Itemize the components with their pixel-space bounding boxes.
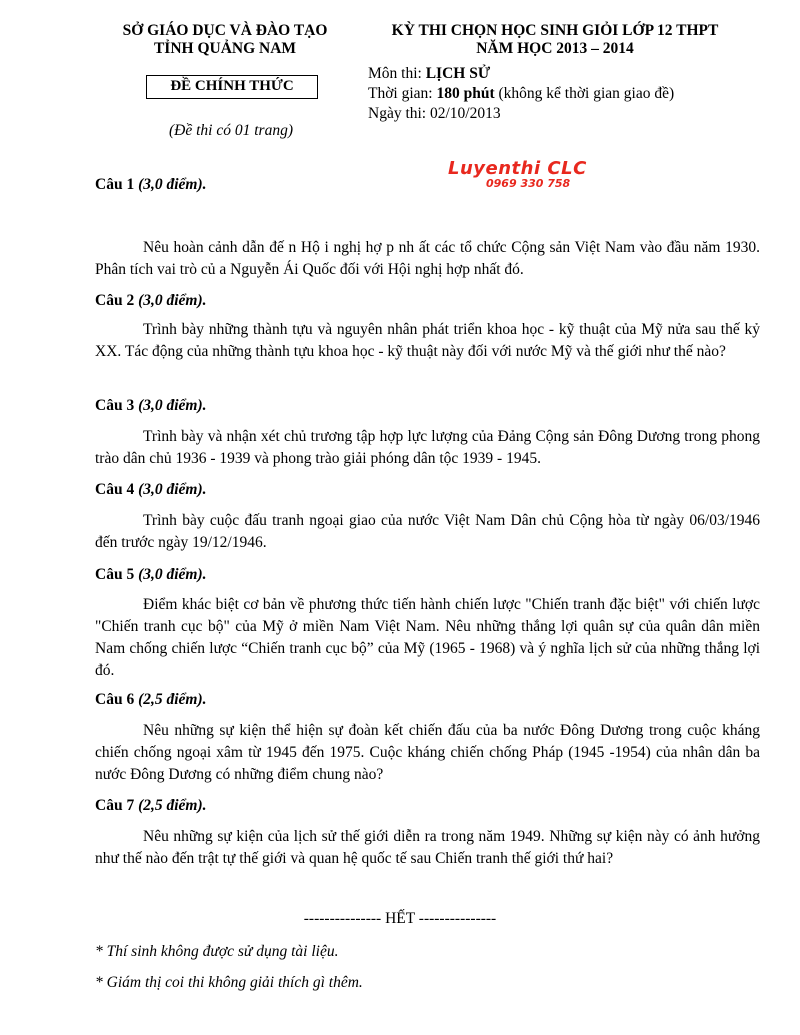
question-7-text: Nêu những sự kiện của lịch sử thế giới diễn ra trong năm 1949. Những sự kiện này có ảnh hưởng như thế nào đến trật tự thế giới và quan hệ quốc tế sau Chiến tranh thế giới thứ hai? [95, 828, 760, 867]
question-1-text: Nêu hoàn cảnh dẫn đế n Hộ i nghị hợ p nh ất các tổ chức Cộng sản Việt Nam vào đầu năm 1930. Phân tích vai trò củ a Nguyễn Ái Quốc đối với Hội nghị hợp nhất đó. [95, 239, 760, 278]
exam-meta [368, 64, 768, 124]
question-4-title: Câu 4 (3,0 điểm). [95, 481, 207, 498]
time-line [368, 84, 768, 104]
watermark-brand: Luyenthi CLC [448, 158, 587, 179]
question-2-text: Trình bày những thành tựu và nguyên nhân phát triển khoa học - kỹ thuật của Mỹ nửa sau thế kỷ XX. Tác động của những thành tựu khoa học - kỹ thuật này đối với nước Mỹ và thế giới như thế nào? [95, 321, 760, 360]
question-4-text: Trình bày cuộc đấu tranh ngoại giao của nước Việt Nam Dân chủ Cộng hòa từ ngày 06/03/1946 đến trước ngày 19/12/1946. [95, 512, 760, 551]
question-5-title: Câu 5 (3,0 điểm). [95, 566, 207, 583]
subject-line [368, 64, 768, 84]
exam-title [360, 22, 750, 58]
official-exam-label: ĐỀ CHÍNH THỨC [146, 75, 318, 99]
time-label: Thời gian: [368, 85, 437, 102]
question-2-title: Câu 2 (3,0 điểm). [95, 292, 207, 309]
question-6-title: Câu 6 (2,5 điểm). [95, 691, 207, 708]
question-7-title: Câu 7 (2,5 điểm). [95, 797, 207, 814]
date-value: 02/10/2013 [430, 105, 501, 122]
question-3-title: Câu 3 (3,0 điểm). [95, 397, 207, 414]
question-6-text: Nêu những sự kiện thể hiện sự đoàn kết chiến đấu của ba nước Đông Dương trong cuộc kháng chiến chống ngoại xâm từ 1945 đến 1975. Cuộc kháng chiến chống Pháp (1945 -1954) của nhân dân ba nước Đông Dương có những điểm chung nào? [95, 722, 760, 783]
date-label: Ngày thi: [368, 105, 430, 122]
time-value: 180 phút [436, 85, 495, 102]
org-line-1: SỞ GIÁO DỤC VÀ ĐÀO TẠO [122, 22, 328, 39]
question-3-text: Trình bày và nhận xét chủ trương tập hợp lực lượng của Đảng Cộng sản Đông Dương trong phong trào dân chủ 1936 - 1939 và phong trào giải phóng dân tộc 1939 - 1945. [95, 428, 760, 467]
watermark-logo [440, 158, 600, 192]
question-5-text: Điểm khác biệt cơ bản về phương thức tiến hành chiến lược "Chiến tranh đặc biệt" với chiến lược "Chiến tranh cục bộ" của Mỹ ở miền Nam Việt Nam. Nêu những thắng lợi quân sự của quân dân miền Nam chống chiến lược “Chiến tranh cục bộ” của Mỹ (1965 - 1968) và ý nghĩa lịch sử của những thắng lợi đó. [95, 596, 760, 679]
issuing-organization [90, 22, 360, 58]
end-marker: --------------- HẾT --------------- [303, 910, 497, 927]
footer-note-2: * Giám thị coi thi không giải thích gì thêm. [95, 974, 363, 991]
question-1-title: Câu 1 (3,0 điểm). [95, 176, 207, 193]
exam-title-line-2: NĂM HỌC 2013 – 2014 [476, 40, 634, 57]
watermark-phone: 0969 330 758 [486, 177, 571, 190]
subject-label: Môn thi: [368, 65, 426, 82]
footer-note-1: * Thí sinh không được sử dụng tài liệu. [95, 943, 339, 960]
date-line [368, 104, 768, 124]
org-line-2: TỈNH QUẢNG NAM [153, 40, 297, 57]
time-note: (không kể thời gian giao đề) [494, 85, 675, 102]
exam-title-line-1: KỲ THI CHỌN HỌC SINH GIỎI LỚP 12 THPT [391, 22, 719, 39]
subject-value: LỊCH SỬ [425, 65, 491, 82]
pages-note: (Đề thi có 01 trang) [169, 122, 293, 139]
